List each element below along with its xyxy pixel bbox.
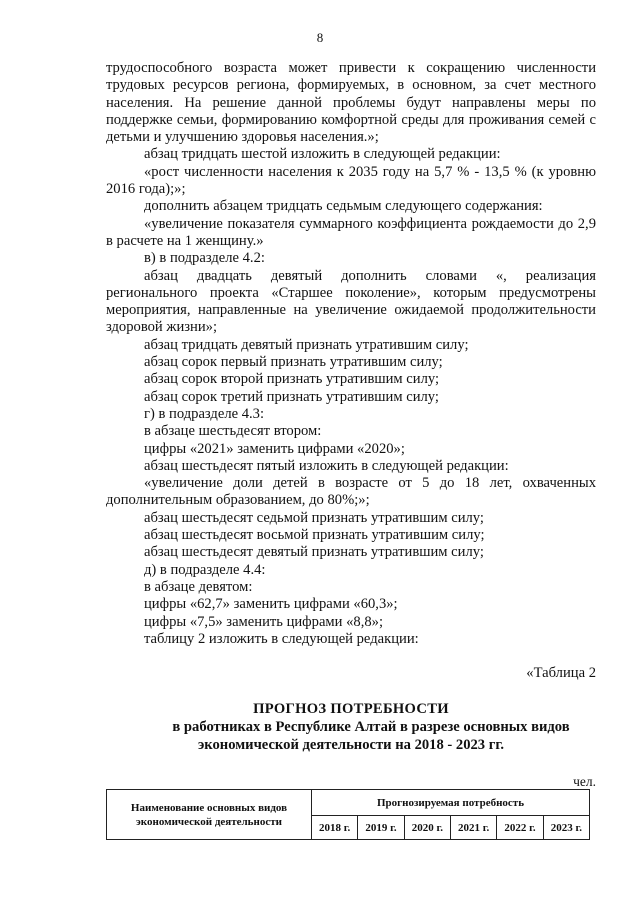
paragraph: абзац шестьдесят пятый изложить в следующей редакции: bbox=[144, 457, 509, 474]
paragraph: г) в подразделе 4.3: bbox=[144, 405, 265, 422]
column-header-year: 2022 г. bbox=[497, 816, 543, 840]
title-line-1: ПРОГНОЗ ПОТРЕБНОСТИ bbox=[253, 701, 449, 717]
paragraph: д) в подразделе 4.4: bbox=[144, 561, 266, 578]
unit-label: чел. bbox=[573, 774, 596, 789]
forecast-table bbox=[106, 789, 590, 840]
column-header-year: 2020 г. bbox=[404, 816, 450, 840]
paragraph: «увеличение доли детей в возрасте от 5 до 18 лет, охваченных дополнительным образованием, до 80%;»; bbox=[106, 475, 596, 509]
paragraph: «увеличение показателя суммарного коэффициента рождаемости до 2,9 в расчете на 1 женщину.» bbox=[106, 215, 596, 249]
column-header-year: 2023 г. bbox=[543, 816, 589, 840]
paragraph: абзац шестьдесят девятый признать утратившим силу; bbox=[144, 544, 484, 561]
paragraph: абзац тридцать шестой изложить в следующей редакции: bbox=[144, 146, 501, 163]
paragraph: цифры «2021» заменить цифрами «2020»; bbox=[144, 440, 405, 457]
paragraph: в) в подразделе 4.2: bbox=[144, 250, 265, 267]
title-line-2: в работниках в Республике Алтай в разрезе основных видов bbox=[172, 719, 570, 735]
paragraph: абзац сорок третий признать утратившим силу; bbox=[144, 388, 439, 405]
title-line-3: экономической деятельности на 2018 - 2023 гг. bbox=[197, 737, 505, 753]
table-reference: «Таблица 2 bbox=[526, 665, 596, 681]
column-header-year: 2019 г. bbox=[358, 816, 404, 840]
table-header-row bbox=[107, 790, 590, 816]
document-body bbox=[106, 60, 596, 648]
column-header-activity: Наименование основных видов экономической деятельности bbox=[107, 790, 312, 840]
paragraph: абзац сорок второй признать утратившим силу; bbox=[144, 371, 440, 388]
paragraph: абзац двадцать девятый дополнить словами «, реализация регионального проекта «Старшее поколение», которым предусмотрены мероприятия, направленные на увеличение ожидаемой продолжительности здоровой жизни»; bbox=[106, 267, 596, 336]
paragraph: в абзаце шестьдесят втором: bbox=[144, 423, 322, 440]
paragraph: цифры «7,5» заменить цифрами «8,8»; bbox=[144, 613, 384, 630]
page-number: 8 bbox=[316, 30, 324, 45]
paragraph: цифры «62,7» заменить цифрами «60,3»; bbox=[144, 596, 398, 613]
column-header-year: 2021 г. bbox=[450, 816, 496, 840]
column-header-forecast: Прогнозируемая потребность bbox=[312, 790, 590, 816]
paragraph: таблицу 2 изложить в следующей редакции: bbox=[144, 630, 419, 647]
paragraph: дополнить абзацем тридцать седьмым следующего содержания: bbox=[144, 198, 543, 215]
paragraph: «рост численности населения к 2035 году на 5,7 % - 13,5 % (к уровню 2016 года);»; bbox=[106, 163, 596, 198]
table-title bbox=[106, 700, 596, 754]
paragraph: абзац шестьдесят восьмой признать утратившим силу; bbox=[144, 527, 485, 544]
paragraph: трудоспособного возраста может привести к сокращению численности трудовых ресурсов региона, формируемых, в основном, за счет местного населения. На решение данной проблемы будут направлены меры по поддержке семьи, формированию комфортной среды для проживания семей с детьми и улучшению здоровья населения.»; bbox=[106, 60, 596, 146]
paragraph: в абзаце девятом: bbox=[144, 578, 253, 595]
paragraph: абзац сорок первый признать утратившим силу; bbox=[144, 354, 443, 371]
paragraph: абзац шестьдесят седьмой признать утратившим силу; bbox=[144, 509, 484, 526]
column-header-year: 2018 г. bbox=[312, 816, 358, 840]
paragraph: абзац тридцать девятый признать утратившим силу; bbox=[144, 336, 469, 353]
